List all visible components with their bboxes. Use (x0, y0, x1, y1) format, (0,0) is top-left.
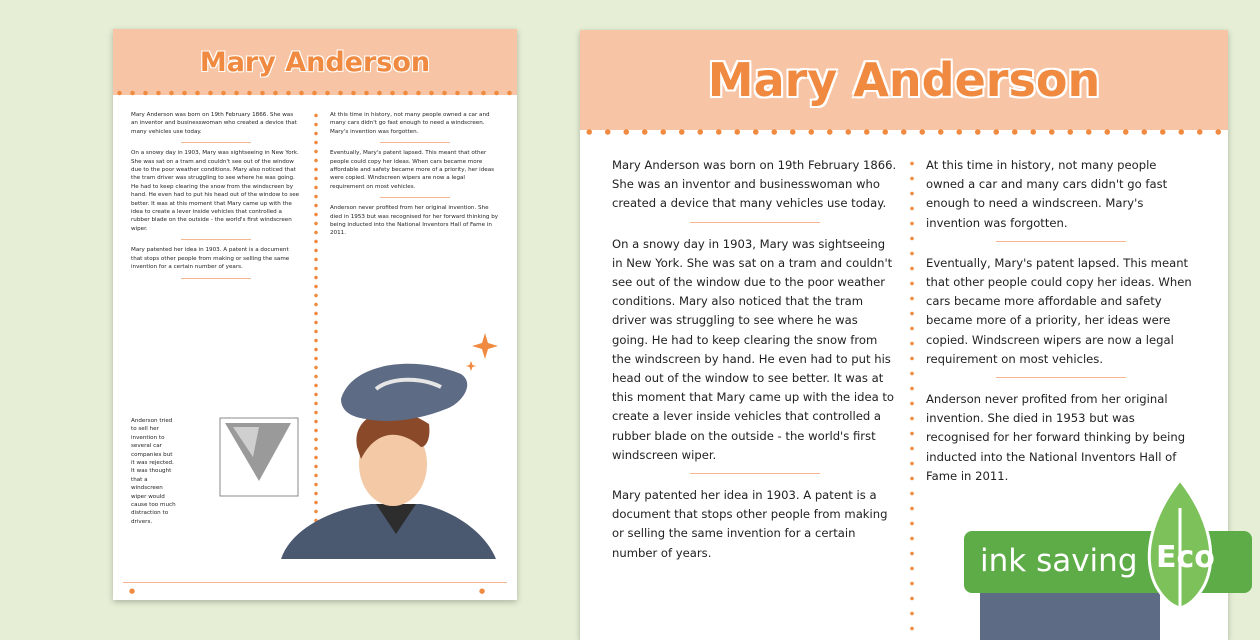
thumbnail-right-column (330, 111, 500, 244)
divider (181, 142, 251, 143)
thumbnail-para: At this time in history, not many people owned a car and many cars didn't go fast enough to need a windscreen. Mary's invention was forgotten. (330, 112, 490, 135)
column-divider-dots (908, 156, 916, 636)
thumbnail-dotted-border (113, 89, 517, 97)
divider (690, 473, 820, 474)
thumbnail-header (113, 29, 517, 95)
worksheet-paragraph: Anderson never profited from her original invention. She died in 1953 but was recognised for her forward thinking by being inducted into the National Inventors Hall of Fame in 2011. (926, 392, 1186, 483)
eco-label: Eco (1156, 540, 1215, 575)
thumbnail-para: Anderson never profited from her original invention. She died in 1953 but was recognised for her forward thinking by being inducted into the National Inventors Hall of Fame in 2011. (330, 205, 499, 237)
worksheet-header (580, 30, 1228, 130)
thumbnail-para: Mary Anderson was born on 19th February 1866. She was an inventor and businesswoman who created a device that many vehicles use today. (131, 112, 297, 135)
mary-anderson-portrait (281, 329, 501, 559)
thumbnail-left-column (131, 111, 301, 285)
worksheet-paragraph: At this time in history, not many people owned a car and many cars didn't go fast enough to need a windscreen. Mary's invention was forgotten. (926, 158, 1168, 230)
thumbnail-para: Anderson tried to sell her invention to several car companies but it was rejected. It was thought that a windscreen wiper would cause too much distraction to drivers. (131, 418, 176, 525)
worksheet-left-column (612, 156, 897, 571)
divider (996, 241, 1126, 242)
thumbnail-extra-column (131, 417, 177, 532)
thumbnail-para: On a snowy day in 1903, Mary was sightseeing in New York. She was sat on a tram and couldn't see out of the window due to the poor weather conditions. Mary also noticed that the tram driver was struggling to see where he was going. He had to keep clearing the snow from the windscreen by hand. He even had to put his head out of the window to see better. It was at this moment that Mary came up with the idea to create a lever inside vehicles that controlled a rubber blade on the outside - the world's first windscreen wiper. (131, 150, 300, 232)
worksheet-dotted-border (580, 127, 1228, 137)
worksheet-paragraph: Mary Anderson was born on 19th February 1866. She was an inventor and businesswoman who created a device that many vehicles use today. (612, 158, 897, 211)
divider (380, 142, 450, 143)
divider (181, 278, 251, 279)
worksheet-title: Mary Anderson (707, 53, 1101, 107)
worksheet-paragraph: Mary patented her idea in 1903. A patent is a document that stops other people from making or selling the same invention for a certain number of years. (612, 488, 888, 560)
divider (690, 222, 820, 223)
thumbnail-title: Mary Anderson (199, 46, 431, 78)
worksheet-paragraph: Eventually, Mary's patent lapsed. This meant that other people could copy her ideas. When cars became more affordable and safety became more of a priority, her ideas were copied. Windscreen wipers are now a legal requirement on most vehicles. (926, 255, 1192, 366)
thumbnail-footer-rule (123, 582, 507, 583)
thumbnail-para: Mary patented her idea in 1903. A patent is a document that stops other people from making or selling the same invention for a certain number of years. (131, 247, 290, 271)
divider (996, 377, 1126, 378)
thumbnail-para: Eventually, Mary's patent lapsed. This meant that other people could copy her ideas. When cars became more affordable and safety became more of a priority, her ideas were copied. Windscreen wipers are now a legal requirement on most vehicles. (330, 150, 495, 190)
twinkl-logo-icon: ● (479, 587, 486, 595)
worksheet-right-column (926, 156, 1196, 494)
worksheet-paragraph: On a snowy day in 1903, Mary was sightseeing in New York. She was sat on a tram and couldn't see out of the window due to the poor weather conditions. Mary also noticed that the tram driver was struggling to see where he was going. He had to keep clearing the snow from the windscreen by hand. He even had to put his head out of the window to see better. It was at this moment that Mary came up with the idea to create a lever inside vehicles that controlled a rubber blade on the outside - the world's first windscreen wiper. (612, 236, 895, 462)
divider (380, 197, 450, 198)
ink-saving-label: ink saving (980, 543, 1138, 579)
twinkl-logo-icon: ● (129, 587, 136, 595)
divider (181, 239, 251, 240)
worksheet-thumbnail (113, 29, 517, 600)
